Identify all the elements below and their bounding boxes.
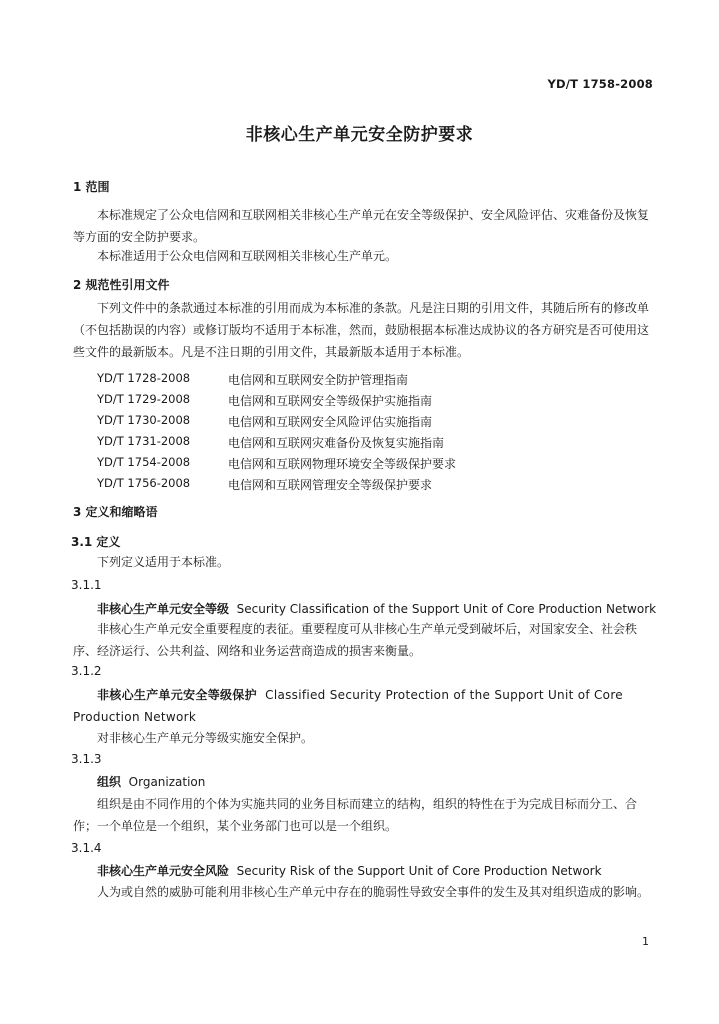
term-heading (97, 600, 656, 617)
term-chinese: 非核心生产单元安全等级保护 (97, 688, 257, 702)
term-definition: 对非核心生产单元分等级实施安全保护。 (97, 731, 314, 745)
term-heading (73, 684, 656, 728)
section-1-heading: 1 范围 (73, 180, 110, 194)
term-number: 3.1.3 (71, 752, 102, 766)
standard-number: YD/T 1758-2008 (547, 77, 653, 91)
reference-title: 电信网和互联网安全等级保护实施指南 (228, 394, 433, 408)
section-2-heading: 2 规范性引用文件 (73, 278, 170, 292)
page-number: 1 (642, 935, 649, 948)
term-english: Organization (128, 775, 206, 789)
term-number: 3.1.1 (71, 578, 102, 592)
reference-number: YD/T 1756-2008 (97, 476, 191, 490)
reference-title: 电信网和互联网灾难备份及恢复实施指南 (228, 436, 445, 450)
term-heading (97, 773, 205, 790)
term-chinese: 组织 (97, 775, 122, 789)
reference-number: YD/T 1730-2008 (97, 413, 191, 427)
reference-number: YD/T 1754-2008 (97, 455, 191, 469)
term-definition: 组织是由不同作用的个体为实施共同的业务目标而建立的结构，组织的特性在于为完成目标而分工、合作；一个单位是一个组织，某个业务部门也可以是一个组织。 (73, 797, 638, 833)
reference-number: YD/T 1728-2008 (97, 371, 191, 385)
section-1-paragraph: 本标准规定了公众电信网和互联网相关非核心生产单元在安全等级保护、安全风险评估、灾难备份及恢复等方面的安全防护要求。 (73, 208, 650, 244)
reference-title: 电信网和互联网管理安全等级保护要求 (228, 478, 433, 492)
subsection-3-1-heading: 3.1 定义 (71, 535, 121, 549)
document-title: 非核心生产单元安全防护要求 (245, 125, 474, 145)
term-number: 3.1.4 (71, 841, 102, 855)
reference-title: 电信网和互联网安全防护管理指南 (228, 373, 409, 387)
reference-number: YD/T 1731-2008 (97, 434, 191, 448)
term-number: 3.1.2 (71, 664, 102, 678)
section-1-scope-paragraph: 本标准适用于公众电信网和互联网相关非核心生产单元。 (97, 249, 398, 263)
term-definition: 人为或自然的威胁可能利用非核心生产单元中存在的脆弱性导致安全事件的发生及其对组织造成的影响。 (97, 885, 650, 899)
term-english: Security Classification of the Support Unit of Core Production Network (236, 602, 657, 616)
term-chinese: 非核心生产单元安全等级 (97, 602, 230, 616)
term-heading (97, 862, 602, 879)
reference-number: YD/T 1729-2008 (97, 392, 191, 406)
reference-title: 电信网和互联网物理环境安全等级保护要求 (228, 457, 457, 471)
section-2-paragraph: 下列文件中的条款通过本标准的引用而成为本标准的条款。凡是注日期的引用文件，其随后所有的修改单（不包括勘误的内容）或修订版均不适用于本标准，然而，鼓励根据本标准达成协议的各方研究是否可使用这些文件的最新版本。凡是不注日期的引用文件，其最新版本适用于本标准。 (73, 301, 650, 359)
term-definition: 非核心生产单元安全重要程度的表征。重要程度可从非核心生产单元受到破坏后，对国家安全、社会秩序、经济运行、公共利益、网络和业务运营商造成的损害来衡量。 (73, 622, 638, 658)
reference-title: 电信网和互联网安全风险评估实施指南 (228, 415, 433, 429)
subsection-3-1-intro: 下列定义适用于本标准。 (97, 555, 230, 569)
term-english: Classified Security Protection of the Support Unit of Core Production Network (73, 688, 623, 724)
term-chinese: 非核心生产单元安全风险 (97, 864, 230, 878)
section-3-heading: 3 定义和缩略语 (73, 505, 158, 519)
term-english: Security Risk of the Support Unit of Core Production Network (236, 864, 602, 878)
